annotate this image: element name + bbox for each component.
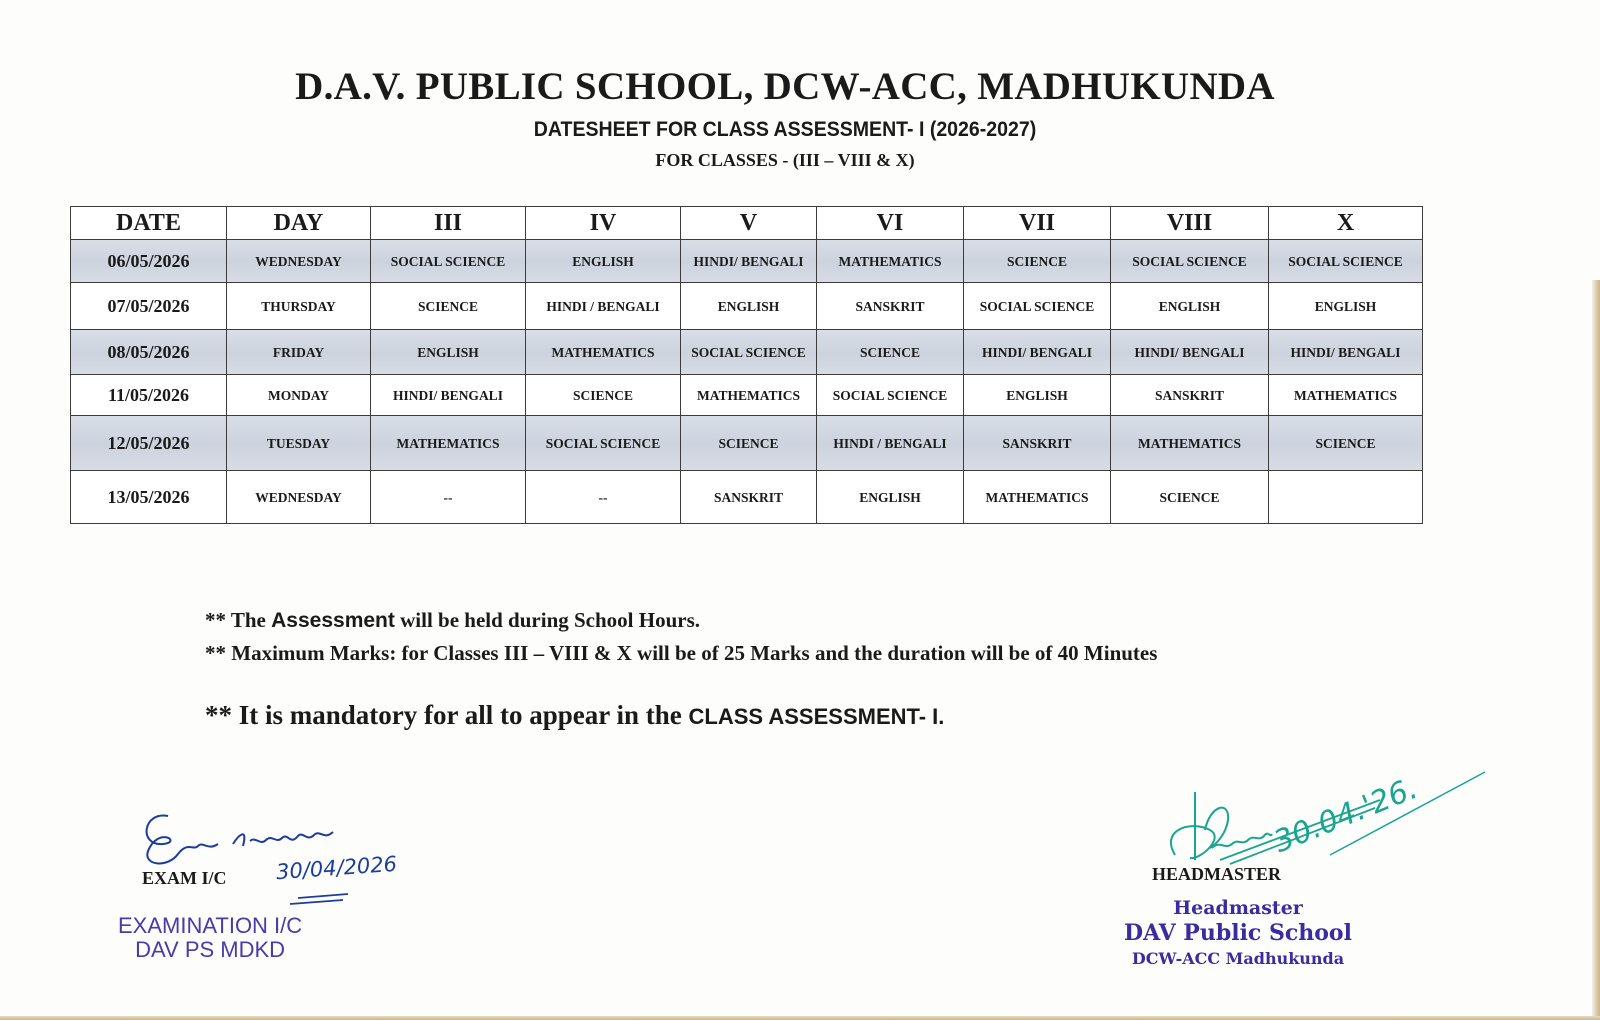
subject-cell: SOCIAL SCIENCE [964, 283, 1111, 330]
note-school-hours [205, 608, 1157, 633]
subject-cell: SANSKRIT [1111, 375, 1269, 416]
subject-cell: ENGLISH [681, 283, 817, 330]
note-text: will be held during School Hours. [394, 608, 701, 632]
stamp-line: EXAMINATION I/C [118, 913, 303, 938]
subject-cell: -- [371, 471, 526, 524]
subject-cell: MATHEMATICS [371, 416, 526, 471]
table-row [71, 471, 1423, 524]
date-cell: 13/05/2026 [71, 471, 227, 524]
subject-cell: MATHEMATICS [526, 330, 681, 375]
headmaster-label: HEADMASTER [1152, 864, 1282, 884]
headmaster-date: 30.04.'26. [1268, 770, 1423, 861]
note-mandatory [205, 700, 1157, 731]
datesheet-table [70, 206, 1423, 524]
subject-cell: SOCIAL SCIENCE [1111, 240, 1269, 283]
subject-cell: ENGLISH [1111, 283, 1269, 330]
col-header-class-v: V [681, 207, 817, 240]
exam-ic-stamp [118, 914, 302, 962]
note-text: ** It is mandatory for all to appear in the [205, 700, 689, 730]
date-cell: 08/05/2026 [71, 330, 227, 375]
subject-cell: MATHEMATICS [1269, 375, 1423, 416]
subject-cell: HINDI/ BENGALI [1269, 330, 1423, 375]
col-header-class-vi: VI [817, 207, 964, 240]
col-header-class-x: X [1269, 207, 1423, 240]
note-text: ** The [205, 608, 272, 632]
day-cell: FRIDAY [227, 330, 371, 375]
day-cell: WEDNESDAY [227, 471, 371, 524]
col-header-class-vii: VII [964, 207, 1111, 240]
note-max-marks: ** Maximum Marks: for Classes III – VIII & X will be of 25 Marks and the duration will be of 40 Minutes [205, 641, 1158, 665]
headmaster-stamp [1118, 896, 1358, 971]
stamp-line: DAV PS MDKD [135, 937, 286, 962]
day-cell: TUESDAY [227, 416, 371, 471]
paper-edge-bottom [0, 1016, 1600, 1020]
notes-section [205, 608, 1157, 739]
subject-cell: HINDI/ BENGALI [371, 375, 526, 416]
subject-cell: ENGLISH [1269, 283, 1423, 330]
subject-cell: SOCIAL SCIENCE [817, 375, 964, 416]
subject-cell: SCIENCE [681, 416, 817, 471]
subject-cell: SOCIAL SCIENCE [681, 330, 817, 375]
subject-cell: ENGLISH [371, 330, 526, 375]
col-header-date: DATE [71, 207, 227, 240]
subject-cell: SCIENCE [526, 375, 681, 416]
col-header-class-iii: III [371, 207, 526, 240]
subject-cell: HINDI / BENGALI [526, 283, 681, 330]
note-emphasis: Assessment [271, 609, 395, 632]
subject-cell: SCIENCE [1111, 471, 1269, 524]
header-row [71, 207, 1423, 240]
day-cell: WEDNESDAY [227, 240, 371, 283]
table-row [71, 416, 1423, 471]
exam-ic-date: 30/04/2026 [275, 851, 398, 885]
date-cell: 07/05/2026 [71, 283, 227, 330]
table-row [71, 330, 1423, 375]
stamp-line: DAV Public School [1124, 920, 1352, 946]
subject-cell: SOCIAL SCIENCE [526, 416, 681, 471]
exam-ic-label: EXAM I/C [142, 868, 227, 888]
date-cell: 11/05/2026 [71, 375, 227, 416]
subject-cell: HINDI/ BENGALI [1111, 330, 1269, 375]
subject-cell: SCIENCE [1269, 416, 1423, 471]
subject-cell: SCIENCE [964, 240, 1111, 283]
paper-edge [1592, 280, 1600, 1020]
datesheet-subtitle: DATESHEET FOR CLASS ASSESSMENT- I (2026-2027) [533, 118, 1037, 141]
subject-cell: -- [526, 471, 681, 524]
note-emphasis: CLASS ASSESSMENT- I. [688, 704, 945, 729]
subject-cell: MATHEMATICS [964, 471, 1111, 524]
date-cell: 12/05/2026 [71, 416, 227, 471]
subject-cell: ENGLISH [817, 471, 964, 524]
table-row [71, 283, 1423, 330]
subject-cell: HINDI / BENGALI [817, 416, 964, 471]
school-title: D.A.V. PUBLIC SCHOOL, DCW-ACC, MADHUKUNDA [295, 65, 1275, 108]
subject-cell: SANSKRIT [964, 416, 1111, 471]
day-cell: MONDAY [227, 375, 371, 416]
classes-line: FOR CLASSES - (III – VIII & X) [655, 150, 915, 170]
subject-cell: MATHEMATICS [1111, 416, 1269, 471]
subject-cell: SOCIAL SCIENCE [1269, 240, 1423, 283]
subject-cell: HINDI/ BENGALI [681, 240, 817, 283]
subject-cell: ENGLISH [526, 240, 681, 283]
subject-cell: HINDI/ BENGALI [964, 330, 1111, 375]
date-cell: 06/05/2026 [71, 240, 227, 283]
subject-cell: MATHEMATICS [817, 240, 964, 283]
col-header-class-viii: VIII [1111, 207, 1269, 240]
subject-cell: SANSKRIT [817, 283, 964, 330]
subject-cell: SOCIAL SCIENCE [371, 240, 526, 283]
stamp-line: Headmaster [1173, 897, 1303, 919]
subject-cell: SCIENCE [371, 283, 526, 330]
table-row [71, 240, 1423, 283]
table-row [71, 375, 1423, 416]
subject-cell: MATHEMATICS [681, 375, 817, 416]
col-header-day: DAY [227, 207, 371, 240]
subject-cell: SCIENCE [817, 330, 964, 375]
col-header-class-iv: IV [526, 207, 681, 240]
subject-cell: ENGLISH [964, 375, 1111, 416]
subject-cell: SANSKRIT [681, 471, 817, 524]
stamp-line: DCW-ACC Madhukunda [1131, 949, 1345, 968]
day-cell: THURSDAY [227, 283, 371, 330]
subject-cell [1269, 471, 1423, 524]
